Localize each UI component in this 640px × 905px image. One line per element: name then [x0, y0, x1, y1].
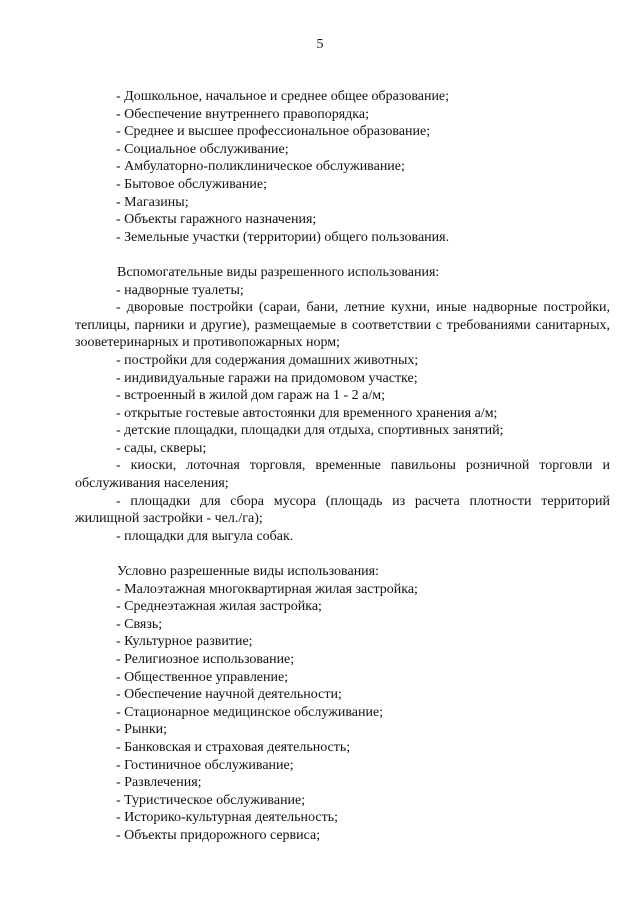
list-item: - Туристическое обслуживание; [116, 792, 306, 808]
list-item: - Рынки; [116, 722, 168, 738]
list-item: - Развлечения; [116, 775, 202, 791]
list-item: - Гостиничное обслуживание; [116, 757, 294, 773]
list-item: - Культурное развитие; [116, 634, 253, 650]
paragraph-gap [112, 246, 610, 264]
list-item: - Банковская и страховая деятельность; [116, 739, 351, 755]
list-item: - Общественное управление; [116, 669, 289, 685]
list-item: - открытые гостевые автостоянки для временного хранения а/м; [116, 405, 498, 421]
list-item: - постройки для содержания домашних животных; [116, 352, 419, 368]
list-item: - встроенный в жилой дом гараж на 1 - 2 а/м; [116, 388, 385, 404]
list-item: - Связь; [116, 616, 163, 632]
list-item: - Земельные участки (территории) общего пользования. [116, 229, 450, 245]
list-item: - площадки для выгула собак. [116, 528, 294, 544]
document-body [75, 88, 610, 845]
list-item: - Социальное обслуживание; [116, 141, 289, 157]
list-item: - детские площадки, площадки для отдыха, спортивных занятий; [116, 423, 504, 439]
list-item: - Объекты придорожного сервиса; [116, 827, 321, 843]
section-heading: Условно разрешенные виды использования: [117, 564, 380, 580]
list-item: - дворовые постройки (сараи, бани, летние кухни, иные надворные постройки, теплицы, парники и другие), размещаемые в соответствии с требованиями санитарных, зооветеринарных и противопожарных норм; [75, 300, 610, 351]
paragraph-gap [112, 545, 610, 563]
list-item: - Обеспечение научной деятельности; [116, 687, 342, 703]
list-item: - Амбулаторно-поликлиническое обслуживание; [116, 159, 405, 175]
section-heading: Вспомогательные виды разрешенного использования: [117, 264, 440, 280]
main-use-list [112, 88, 610, 246]
list-item: - киоски, лоточная торговля, временные павильоны розничной торговли и обслуживания населения; [75, 458, 610, 492]
list-item: - надворные туалеты; [116, 282, 244, 298]
list-item: - сады, скверы; [116, 440, 207, 456]
list-item: - Стационарное медицинское обслуживание; [116, 704, 384, 720]
list-item: - площадки для сбора мусора (площадь из расчета плотности территорий жилищной застройки - чел./га); [75, 493, 610, 527]
list-item: - Магазины; [116, 194, 189, 210]
list-item: - Объекты гаражного назначения; [116, 212, 317, 228]
list-item: - Обеспечение внутреннего правопорядка; [116, 106, 369, 122]
page-number: 5 [316, 37, 324, 52]
list-item: - Среднеэтажная жилая застройка; [116, 599, 322, 615]
list-item: - Среднее и высшее профессиональное образование; [116, 124, 431, 140]
list-item: - индивидуальные гаражи на придомовом участке; [116, 370, 418, 386]
list-item: - Бытовое обслуживание; [116, 176, 267, 192]
conditional-use-section [112, 563, 610, 845]
list-item: - Историко-культурная деятельность; [116, 810, 338, 826]
list-item: - Религиозное использование; [116, 652, 295, 667]
auxiliary-use-section [75, 264, 610, 546]
list-item: - Малоэтажная многоквартирная жилая застройка; [116, 581, 418, 597]
list-item: - Дошкольное, начальное и среднее общее образование; [116, 89, 450, 104]
